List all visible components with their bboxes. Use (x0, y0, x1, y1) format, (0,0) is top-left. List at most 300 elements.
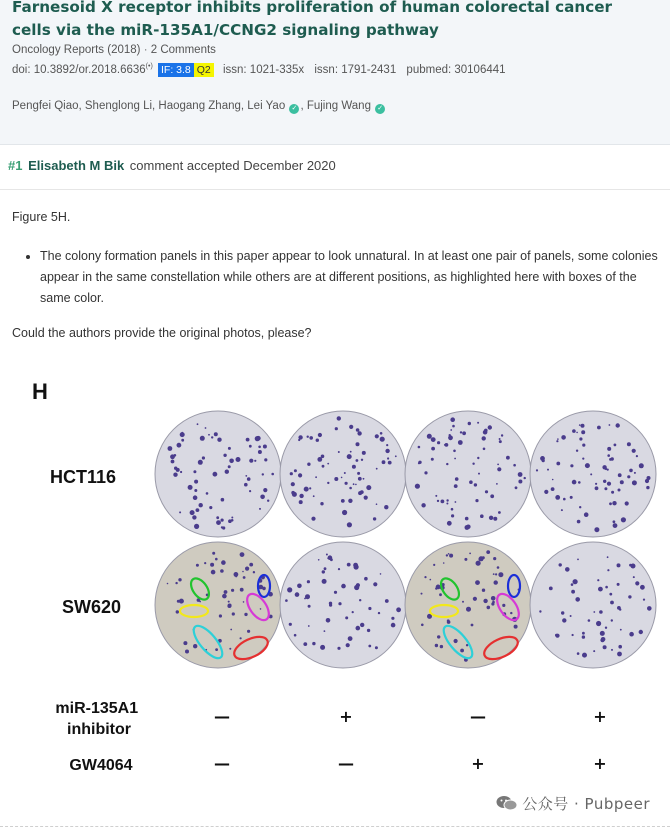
colony-dot (382, 460, 386, 464)
colony-dot (439, 593, 442, 596)
colony-dot (345, 482, 348, 485)
colony-dot (477, 457, 479, 459)
comments-link[interactable]: 2 Comments (150, 44, 216, 56)
colony-dot (205, 427, 207, 429)
colony-dot (363, 478, 365, 480)
colony-dot (582, 653, 587, 658)
colony-dot (348, 636, 353, 641)
colony-dot (327, 463, 329, 465)
colony-dot (460, 431, 462, 433)
colony-dot (223, 454, 226, 457)
condition-label-mir-line2: inhibitor (67, 721, 131, 738)
colony-dot (487, 606, 491, 610)
colony-dot (294, 634, 297, 637)
colony-dot (320, 645, 325, 650)
colony-dot (368, 607, 371, 610)
doi-link[interactable]: doi: 10.3892/or.2018.6636 (12, 64, 146, 76)
colony-dot (555, 495, 560, 500)
colony-dot (359, 599, 361, 601)
colony-dot (547, 469, 549, 471)
colony-dot (240, 588, 244, 592)
petri-dish (405, 411, 531, 537)
colony-dot (482, 556, 485, 559)
colony-dot (221, 526, 223, 528)
quartile-badge: Q2 (194, 63, 214, 77)
colony-dot (607, 454, 610, 457)
colony-dot (193, 495, 198, 500)
colony-dot (361, 459, 363, 461)
colony-dot (180, 471, 182, 473)
comment-bullets (12, 246, 666, 309)
colony-dot (342, 510, 347, 515)
comment-status: comment accepted December 2020 (129, 158, 336, 173)
colony-dot (247, 630, 250, 633)
colony-dot (604, 487, 607, 490)
colony-dot (627, 475, 630, 478)
condition-label-mir (55, 700, 142, 738)
colony-dot (556, 462, 560, 466)
colony-dot (418, 462, 420, 464)
colony-dot (335, 427, 338, 430)
colony-dot (380, 432, 383, 435)
colony-dot (294, 469, 297, 472)
colony-dot (455, 501, 457, 503)
issn-online: issn: 1791-2431 (314, 64, 397, 76)
colony-dot (610, 601, 614, 605)
colony-dot (468, 422, 471, 425)
colony-dot (631, 564, 636, 569)
colony-dot (198, 460, 203, 465)
colony-dot (499, 438, 501, 440)
colony-dot (618, 489, 621, 492)
colony-dot (254, 460, 256, 462)
colony-dot (570, 615, 572, 617)
colony-dot (515, 486, 518, 489)
colony-dot (600, 631, 605, 636)
colony-dot (243, 576, 246, 579)
colony-dot (605, 586, 608, 589)
colony-dot (287, 587, 292, 592)
colony-dot (579, 506, 581, 508)
colony-dot (498, 572, 503, 577)
colony-dot (464, 558, 467, 561)
colony-dot (477, 422, 479, 424)
colony-dot (613, 523, 618, 528)
colony-dot (353, 483, 355, 485)
colony-dot (563, 498, 566, 501)
colony-dot (482, 589, 485, 592)
colony-dot (605, 468, 607, 470)
colony-dot (225, 470, 229, 474)
colony-dot (315, 476, 317, 478)
author-last[interactable]: , Fujing Wang (300, 100, 371, 112)
colony-dot (267, 500, 269, 502)
colony-dot (337, 647, 340, 650)
colony-dot (200, 436, 205, 441)
journal-name: Oncology Reports (2018) (12, 44, 141, 56)
colony-dot (334, 477, 338, 481)
colony-dot (536, 469, 538, 471)
colony-dot (173, 473, 177, 477)
paper-header (0, 0, 670, 145)
colony-dot (264, 458, 267, 461)
colony-dot (376, 503, 378, 505)
colony-dot (387, 457, 389, 459)
colony-dot (448, 435, 453, 440)
colony-dot (495, 573, 497, 575)
colony-dot (322, 579, 327, 584)
colony-dot (194, 480, 198, 484)
colony-dot (231, 589, 234, 592)
colony-dot (593, 650, 595, 652)
colony-dot (478, 473, 480, 475)
colony-dot (435, 587, 437, 589)
colony-dot (609, 502, 612, 505)
colony-dot (215, 558, 218, 561)
colony-dot (575, 597, 580, 602)
colony-dot (557, 438, 559, 440)
colony-dot (597, 579, 599, 581)
colony-dot (322, 465, 325, 468)
colony-dot (647, 476, 651, 480)
colony-dot (356, 459, 359, 462)
colony-dot (216, 516, 219, 519)
colony-dot (291, 482, 295, 486)
colony-dot (639, 630, 643, 634)
colony-dot (177, 443, 182, 448)
colony-dot (469, 480, 473, 484)
comment-number[interactable]: #1 (8, 158, 23, 173)
colony-dot (618, 645, 622, 649)
colony-dot (443, 562, 445, 564)
comment-author[interactable]: Elisabeth M Bik (28, 158, 125, 173)
colony-dot (605, 627, 607, 629)
colony-dot (360, 623, 364, 627)
colony-dot (625, 501, 629, 505)
condition-label-mir-line1: miR-135A1 (55, 700, 139, 717)
colony-dot (582, 458, 584, 460)
colony-dot (418, 446, 421, 449)
colony-dot (307, 436, 309, 438)
colony-dot (453, 450, 456, 453)
colony-dot (322, 570, 325, 573)
colony-dot (347, 522, 352, 527)
colony-dot (194, 489, 197, 492)
colony-dot (462, 601, 464, 603)
colony-dot (491, 596, 496, 601)
colony-dot (215, 648, 218, 651)
colony-dot (599, 610, 603, 614)
colony-dot (603, 480, 606, 483)
colony-dot (454, 458, 456, 460)
colony-dot (571, 590, 575, 594)
colony-dot (341, 499, 345, 503)
watermark-text: 公众号 · Pubpeer (522, 795, 650, 813)
colony-dot (540, 456, 545, 461)
colony-dot (249, 459, 253, 463)
colony-dot (581, 430, 585, 434)
colony-dot (476, 561, 481, 566)
colony-dot (311, 517, 315, 521)
colony-dot (245, 475, 247, 477)
colony-dot (551, 487, 555, 491)
colony-dot (647, 606, 652, 611)
colony-dot (496, 483, 498, 485)
colony-dot (368, 645, 371, 648)
colony-dot (364, 496, 368, 500)
dish-plate (280, 542, 406, 668)
colony-dot (561, 611, 564, 614)
colony-dot (485, 490, 488, 493)
authors-list[interactable]: Pengfei Qiao, Shenglong Li, Haogang Zhang, Lei Yao (12, 100, 286, 112)
colony-dot (297, 584, 302, 589)
colony-dot (472, 463, 474, 465)
colony-dot (337, 416, 341, 420)
row-label-hct116: HCT116 (50, 467, 117, 487)
colony-dot (446, 463, 448, 465)
colony-dot (431, 458, 434, 461)
colony-dot (242, 571, 244, 573)
colony-dot (621, 517, 626, 522)
colony-dot (222, 594, 227, 599)
pubmed-link[interactable]: pubmed: 30106441 (406, 64, 506, 76)
colony-dot (611, 491, 614, 494)
colony-dot (324, 630, 326, 632)
colony-dot (221, 498, 225, 502)
colony-dot (609, 593, 612, 596)
colony-dot (501, 434, 503, 436)
colony-dot (640, 585, 645, 590)
colony-dot (579, 437, 582, 440)
colony-dot (299, 494, 303, 498)
colony-dot (199, 503, 203, 507)
colony-dot (309, 436, 313, 440)
colony-dot (502, 604, 505, 607)
colony-dot (356, 626, 361, 631)
colony-dot (373, 517, 376, 520)
colony-dot (600, 638, 604, 642)
colony-dot (193, 644, 197, 648)
colony-dot (291, 491, 295, 495)
colony-dot (312, 642, 315, 645)
verified-check-icon: ✓ (375, 104, 385, 114)
colony-dot (185, 650, 189, 654)
colony-dot (466, 607, 471, 612)
colony-dot (469, 553, 471, 555)
colony-dot (482, 436, 486, 440)
authors-line (12, 100, 386, 114)
colony-dot (253, 571, 255, 573)
colony-dot (497, 566, 500, 569)
colony-dot (431, 447, 435, 451)
colony-dot (243, 601, 245, 603)
colony-dot (378, 612, 380, 614)
colony-dot (271, 473, 274, 476)
colony-dot (629, 469, 633, 473)
colony-dot (614, 444, 617, 447)
colony-dot (204, 562, 206, 564)
colony-dot (246, 438, 250, 442)
colony-dot (380, 437, 385, 442)
colony-dot (483, 448, 486, 451)
colony-dot (175, 582, 177, 584)
colony-dot (202, 456, 205, 459)
colony-dot (196, 508, 200, 512)
figure-reference: Figure 5H. (12, 210, 71, 224)
colony-dot (366, 485, 371, 490)
colony-dot (577, 559, 579, 561)
colony-dot (629, 632, 634, 637)
colony-dot (295, 592, 300, 597)
colony-dot (206, 492, 209, 495)
colony-dot (168, 446, 173, 451)
verified-check-icon: ✓ (289, 104, 299, 114)
colony-dot (338, 451, 340, 453)
colony-dot (440, 645, 443, 648)
colony-dot (611, 649, 613, 651)
colony-dot (494, 580, 498, 584)
condition-sign: + (471, 754, 485, 773)
issn-print: issn: 1021-335x (222, 64, 305, 76)
colony-dot (430, 579, 432, 581)
colony-dot (307, 463, 310, 466)
colony-dot (231, 517, 233, 519)
colony-dot (572, 480, 577, 485)
colony-dot (362, 451, 366, 455)
colony-dot (236, 457, 241, 462)
colony-dot (338, 568, 340, 570)
condition-label-gw: GW4064 (69, 757, 133, 774)
colony-dot (355, 484, 357, 486)
colony-dot (391, 617, 394, 620)
colony-dot (341, 477, 343, 479)
colony-dot (388, 461, 392, 465)
list-item: • The colony formation panels in this paper appear to look unnatural. In at least one pair of panels, some colonies appear in the same constellation while others are at different positions, as highlighted here with boxes of the same color. (40, 246, 666, 309)
colony-dot (595, 483, 597, 485)
colony-dot (181, 439, 184, 442)
colony-dot (334, 591, 337, 594)
colony-dot (491, 602, 494, 605)
colony-dot (360, 490, 364, 494)
colony-dot (349, 487, 352, 490)
impact-factor-badge: IF: 3.8 (158, 63, 194, 77)
colony-dot (228, 447, 231, 450)
colony-dot (559, 563, 562, 566)
colony-dot (617, 563, 621, 567)
colony-dot (415, 484, 420, 489)
colony-dot (549, 587, 553, 591)
colony-dot (304, 598, 306, 600)
colony-dot (211, 436, 213, 438)
colony-dot (308, 605, 311, 608)
colony-dot (556, 440, 558, 442)
colony-dot (367, 629, 370, 632)
colony-dot (607, 556, 609, 558)
colony-dot (358, 477, 362, 481)
colony-dot (588, 619, 591, 622)
colony-dot (262, 473, 264, 475)
colony-dot (192, 515, 196, 519)
colony-dot (421, 593, 423, 595)
colony-dot (329, 604, 332, 607)
colony-dot (385, 599, 389, 603)
colony-dot (446, 499, 448, 501)
petri-dish (280, 542, 406, 668)
colony-dot (304, 487, 309, 492)
colony-dot (473, 597, 477, 601)
colony-dot (617, 652, 622, 657)
colony-dot (318, 433, 322, 437)
colony-dot (431, 437, 436, 442)
colony-dot (308, 625, 310, 627)
meta-separator: · (143, 44, 148, 56)
paper-title[interactable]: Farnesoid X receptor inhibits proliferation of human colorectal cancer cells via the miR-135A1/CCNG2 signaling pathway (12, 0, 613, 39)
colony-dot (570, 464, 573, 467)
condition-sign: — (338, 754, 354, 773)
colony-dot (577, 520, 581, 524)
wechat-icon (496, 795, 518, 811)
watermark (496, 793, 650, 814)
condition-sign: + (593, 754, 607, 773)
colony-dot (263, 445, 267, 449)
comment-header (0, 145, 670, 190)
colony-dot (488, 425, 492, 429)
colony-dot (171, 460, 175, 464)
dish-grid (155, 411, 656, 668)
colony-dot (447, 619, 450, 622)
colony-dot (524, 477, 526, 479)
colony-dot (579, 424, 581, 426)
colony-dot (341, 584, 346, 589)
colony-dot (572, 429, 576, 433)
colony-dot (240, 637, 242, 639)
colony-dot (572, 634, 574, 636)
colony-dot (228, 465, 231, 468)
colony-dot (452, 425, 455, 428)
journal-meta (12, 44, 216, 56)
colony-dot (506, 456, 510, 460)
colony-dot (518, 472, 523, 477)
colony-dot (427, 434, 432, 439)
colony-dot (573, 579, 578, 584)
colony-dot (211, 570, 216, 575)
colony-dot (451, 508, 454, 511)
colony-dot (385, 449, 389, 453)
colony-dot (338, 602, 341, 605)
colony-dot (194, 524, 199, 529)
colony-dot (326, 554, 328, 556)
colony-dot (646, 486, 649, 489)
petri-dish (280, 411, 406, 537)
colony-dot (221, 519, 224, 522)
colony-dot (375, 434, 379, 438)
colony-dot (465, 517, 469, 521)
colony-dot (179, 599, 184, 604)
colony-dot (345, 616, 348, 619)
colony-dot (183, 641, 187, 645)
colony-dot (571, 583, 574, 586)
colony-dot (603, 645, 607, 649)
colony-dot (384, 505, 388, 509)
colony-dot (350, 451, 352, 453)
colony-dot (348, 499, 352, 503)
colony-dot (562, 618, 566, 622)
colony-dot (437, 635, 440, 638)
colony-dot (327, 482, 329, 484)
dish-plate (530, 542, 656, 668)
colony-dot (424, 471, 427, 474)
colony-dot (582, 635, 585, 638)
